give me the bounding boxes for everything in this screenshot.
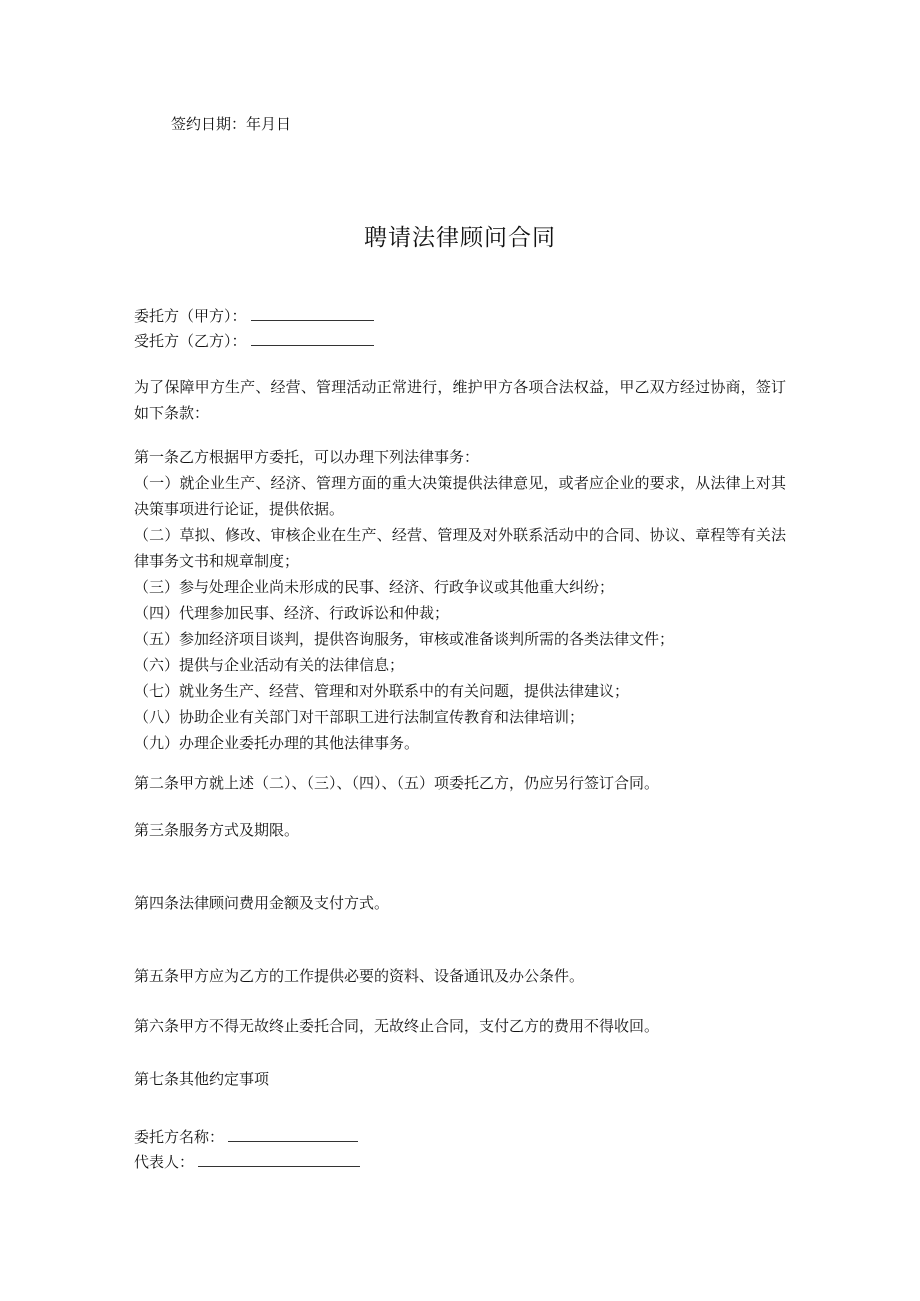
article-2: 第二条甲方就上述（二）、（三）、（四）、（五）项委托乙方，仍应另行签订合同。 bbox=[134, 774, 660, 792]
client-party-blank bbox=[251, 306, 374, 321]
client-name-line bbox=[134, 1127, 358, 1147]
article-3: 第三条服务方式及期限。 bbox=[134, 821, 300, 839]
client-party-line bbox=[134, 306, 374, 326]
agent-party-blank bbox=[251, 331, 374, 346]
client-name-blank bbox=[228, 1127, 358, 1142]
article-1-item: （九）办理企业委托办理的其他法律事务。 bbox=[134, 734, 420, 752]
agent-party-line bbox=[134, 331, 374, 351]
article-1-item: （七）就业务生产、经营、管理和对外联系中的有关问题，提供法律建议； bbox=[134, 682, 630, 700]
client-party-label: 委托方（甲方）： bbox=[134, 307, 247, 325]
article-4: 第四条法律顾问费用金额及支付方式。 bbox=[134, 894, 390, 912]
article-1-item: （四）代理参加民事、经济、行政诉讼和仲裁； bbox=[134, 604, 450, 622]
article-1-item: （八）协助企业有关部门对干部职工进行法制宣传教育和法律培训； bbox=[134, 708, 585, 726]
sign-date: 签约日期：年月日 bbox=[171, 115, 292, 133]
preamble: 为了保障甲方生产、经营、管理活动正常进行，维护甲方各项合法权益，甲乙双方经过协商，签订如下条款： bbox=[134, 378, 786, 422]
article-1-item: （三）参与处理企业尚未形成的民事、经济、行政争议或其他重大纠纷； bbox=[134, 578, 615, 596]
agent-party-label: 受托方（乙方）： bbox=[134, 332, 247, 350]
article-1-heading: 第一条乙方根据甲方委托，可以办理下列法律事务： bbox=[134, 448, 480, 466]
article-1 bbox=[134, 444, 786, 756]
article-5: 第五条甲方应为乙方的工作提供必要的资料、设备通讯及办公条件。 bbox=[134, 967, 585, 985]
article-1-item: （一）就企业生产、经济、管理方面的重大决策提供法律意见，或者应企业的要求，从法律上对其决策事项进行论证，提供依据。 bbox=[134, 474, 786, 518]
representative-label: 代表人： bbox=[134, 1153, 195, 1171]
article-1-item: （五）参加经济项目谈判，提供咨询服务，审核或准备谈判所需的各类法律文件； bbox=[134, 630, 675, 648]
representative-blank bbox=[198, 1152, 360, 1167]
article-6: 第六条甲方不得无故终止委托合同，无故终止合同，支付乙方的费用不得收回。 bbox=[134, 1017, 660, 1035]
representative-line bbox=[134, 1152, 360, 1172]
article-7: 第七条其他约定事项 bbox=[134, 1070, 270, 1088]
client-name-label: 委托方名称： bbox=[134, 1128, 225, 1146]
article-1-item: （六）提供与企业活动有关的法律信息； bbox=[134, 656, 405, 674]
article-1-item: （二）草拟、修改、审核企业在生产、经营、管理及对外联系活动中的合同、协议、章程等有关法律事务文书和规章制度； bbox=[134, 526, 786, 570]
contract-title: 聘请法律顾问合同 bbox=[364, 225, 556, 251]
